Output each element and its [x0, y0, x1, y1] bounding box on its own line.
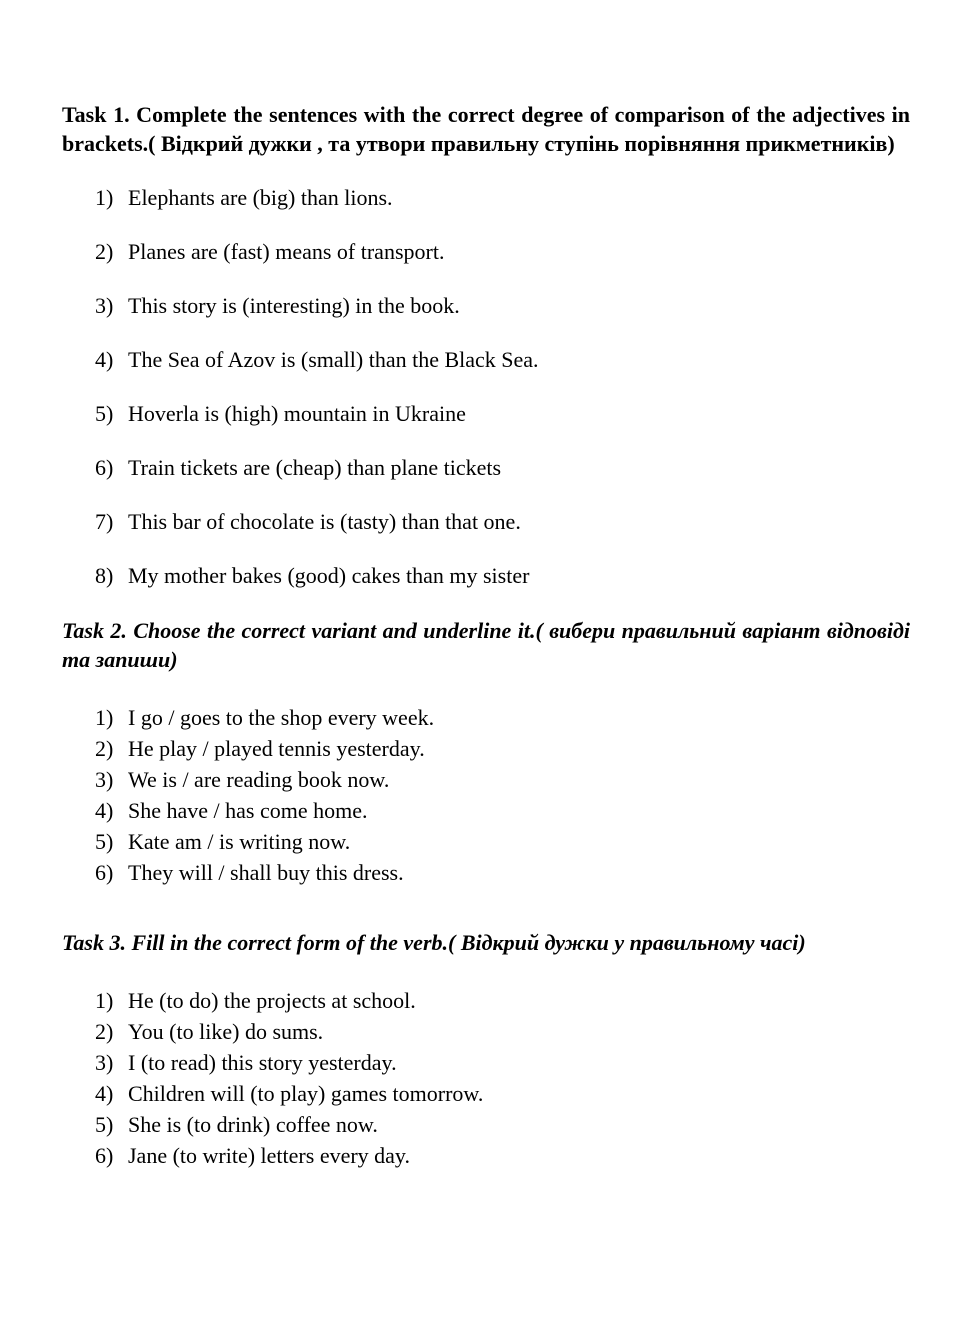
item-text: We is / are reading book now.: [128, 767, 390, 792]
item-text: I go / goes to the shop every week.: [128, 705, 435, 730]
item-number: 5): [95, 401, 114, 426]
task3-list: [62, 985, 910, 1171]
task1-title: Task 1. Complete the sentences with the correct degree of comparison of the adjectives in brackets.( Відкрий дужки , та утвори правильну ступінь порівняння прикметників): [62, 102, 910, 156]
item-text: You (to like) do sums.: [128, 1019, 324, 1044]
list-item: [62, 508, 910, 536]
item-text: Jane (to write) letters every day.: [128, 1143, 411, 1168]
list-item: [62, 1140, 910, 1171]
task1-section: [62, 100, 910, 590]
item-text: He (to do) the projects at school.: [128, 988, 416, 1013]
list-item: [62, 826, 910, 857]
task2-list: [62, 702, 910, 888]
item-number: 1): [95, 705, 114, 730]
item-text: I (to read) this story yesterday.: [128, 1050, 397, 1075]
list-item: [62, 400, 910, 428]
item-number: 2): [95, 239, 114, 264]
item-number: 4): [95, 347, 114, 372]
task2-section: [62, 616, 910, 888]
list-item: [62, 733, 910, 764]
item-number: 6): [95, 455, 114, 480]
list-item: [62, 184, 910, 212]
list-item: [62, 1047, 910, 1078]
item-text: My mother bakes (good) cakes than my sister: [128, 563, 530, 588]
list-item: [62, 1109, 910, 1140]
item-number: 3): [95, 293, 114, 318]
item-number: 3): [95, 767, 114, 792]
item-number: 4): [95, 798, 114, 823]
item-text: This bar of chocolate is (tasty) than that one.: [128, 509, 521, 534]
list-item: [62, 454, 910, 482]
item-text: The Sea of Azov is (small) than the Black Sea.: [128, 347, 539, 372]
list-item: [62, 346, 910, 374]
item-number: 7): [95, 509, 114, 534]
list-item: [62, 1016, 910, 1047]
list-item: [62, 795, 910, 826]
list-item: [62, 985, 910, 1016]
item-number: 5): [95, 829, 114, 854]
task2-title: Task 2. Choose the correct variant and underline it.( вибери правильний варіант відповіді та запиши): [62, 618, 910, 672]
item-number: 3): [95, 1050, 114, 1075]
item-text: Train tickets are (cheap) than plane tickets: [128, 455, 502, 480]
list-item: [62, 764, 910, 795]
item-text: Children will (to play) games tomorrow.: [128, 1081, 484, 1106]
item-number: 1): [95, 988, 114, 1013]
item-text: Hoverla is (high) mountain in Ukraine: [128, 401, 466, 426]
list-item: [62, 562, 910, 590]
list-item: [62, 238, 910, 266]
list-item: [62, 702, 910, 733]
task3-section: [62, 928, 910, 1171]
item-number: 2): [95, 736, 114, 761]
task3-title: Task 3. Fill in the correct form of the verb.( Відкрий дужки у правильному часі): [62, 930, 806, 955]
task1-list: [62, 184, 910, 590]
list-item: [62, 292, 910, 320]
item-text: This story is (interesting) in the book.: [128, 293, 460, 318]
item-text: He play / played tennis yesterday.: [128, 736, 425, 761]
list-item: [62, 1078, 910, 1109]
item-text: They will / shall buy this dress.: [128, 860, 404, 885]
item-number: 5): [95, 1112, 114, 1137]
list-item: [62, 857, 910, 888]
item-text: Elephants are (big) than lions.: [128, 185, 393, 210]
item-text: Kate am / is writing now.: [128, 829, 351, 854]
item-text: Planes are (fast) means of transport.: [128, 239, 445, 264]
item-number: 2): [95, 1019, 114, 1044]
item-number: 4): [95, 1081, 114, 1106]
item-number: 8): [95, 563, 114, 588]
item-text: She is (to drink) coffee now.: [128, 1112, 378, 1137]
item-number: 6): [95, 1143, 114, 1168]
item-text: She have / has come home.: [128, 798, 368, 823]
item-number: 1): [95, 185, 114, 210]
item-number: 6): [95, 860, 114, 885]
